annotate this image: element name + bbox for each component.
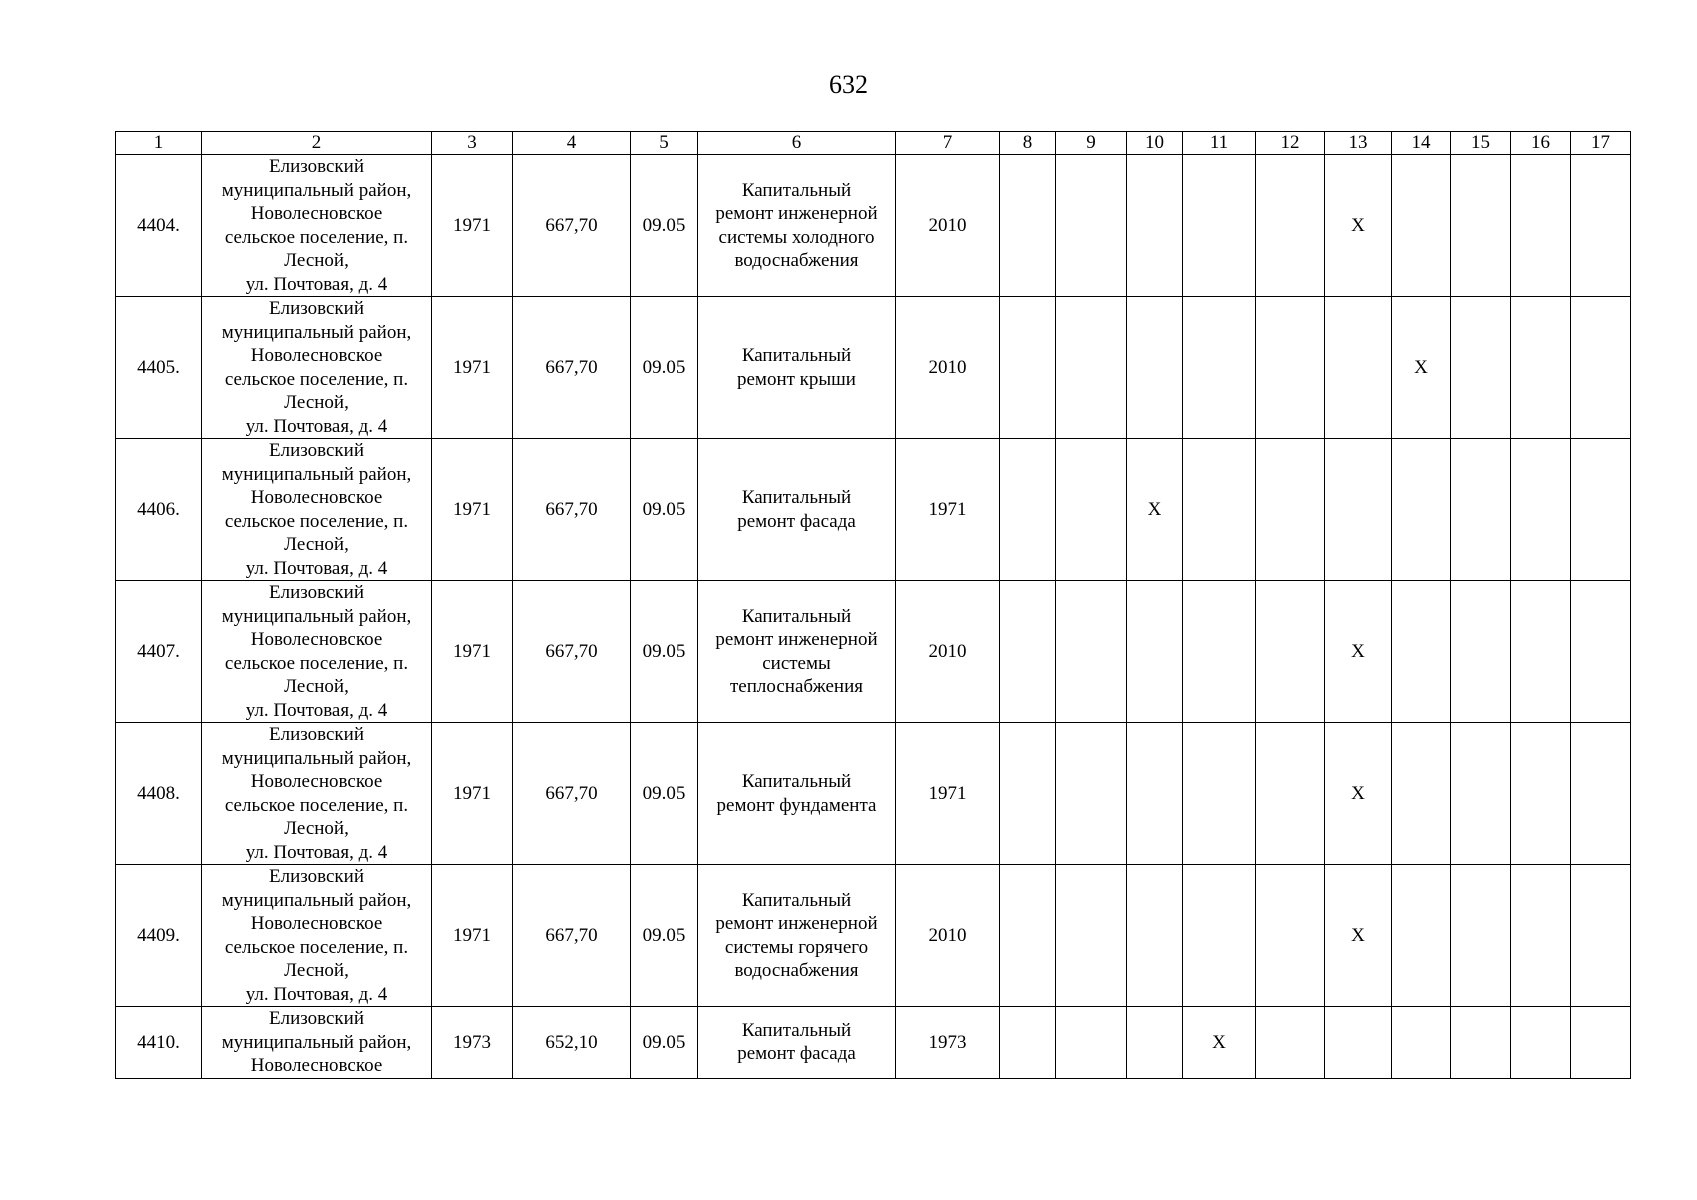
empty-cell [1183, 581, 1256, 723]
address-cell-line: Елизовский [268, 298, 364, 319]
column-header: 7 [896, 132, 1000, 155]
planned-year-cell: 2010 [896, 581, 1000, 723]
address-cell-line: Елизовский [268, 1008, 364, 1029]
work-type-cell-line: системы горячего [724, 936, 869, 958]
column-header: 15 [1451, 132, 1511, 155]
work-type-cell-line: Капитальный [741, 1019, 852, 1041]
address-cell-line: Новолесновское [250, 203, 383, 224]
column-header: 14 [1392, 132, 1451, 155]
work-type-cell-line: ремонт инженерной [715, 913, 878, 934]
work-type-cell-line: Капитальный [741, 487, 852, 508]
mark-cell: X [1325, 581, 1392, 723]
empty-cell [1000, 155, 1056, 297]
address-cell-line: Лесной, [284, 392, 349, 413]
empty-cell [1000, 297, 1056, 439]
table-row [116, 865, 1631, 1007]
empty-cell [1392, 439, 1451, 581]
empty-cell [1451, 1007, 1511, 1079]
work-type-cell-line: ремонт фасада [737, 1043, 856, 1065]
empty-cell [1571, 865, 1631, 1007]
empty-cell [1511, 581, 1571, 723]
year-cell: 1971 [432, 297, 513, 439]
empty-cell [1000, 1007, 1056, 1079]
empty-cell [1127, 155, 1183, 297]
column-header: 5 [631, 132, 698, 155]
empty-cell [1451, 155, 1511, 297]
row-number-cell: 4409. [116, 865, 202, 1007]
empty-cell [1000, 581, 1056, 723]
work-type-cell-line: системы [762, 652, 831, 674]
empty-cell [1127, 723, 1183, 865]
work-type-cell [698, 1007, 896, 1079]
empty-cell [1183, 297, 1256, 439]
empty-cell [1056, 439, 1127, 581]
empty-cell [1451, 439, 1511, 581]
address-cell-line: сельское поселение, п. [224, 794, 409, 816]
empty-cell [1392, 155, 1451, 297]
year-cell: 1971 [432, 865, 513, 1007]
empty-cell [1511, 723, 1571, 865]
empty-cell [1571, 155, 1631, 297]
work-type-cell [698, 723, 896, 865]
address-cell-line: Лесной, [284, 960, 349, 981]
address-cell-line: Елизовский [268, 724, 364, 745]
column-number-row [116, 132, 1631, 155]
work-type-cell-line: Капитальный [741, 889, 852, 911]
mark-cell: X [1127, 439, 1183, 581]
area-cell: 667,70 [513, 723, 631, 865]
address-cell-line: муниципальный район, [221, 605, 412, 627]
address-cell-line: Новолесновское [250, 487, 383, 508]
year-cell: 1971 [432, 723, 513, 865]
address-cell-line: ул. Почтовая, д. 4 [245, 415, 388, 437]
column-header: 10 [1127, 132, 1183, 155]
row-number-cell: 4408. [116, 723, 202, 865]
table-row [116, 1007, 1631, 1079]
table-row [116, 439, 1631, 581]
table-row [116, 155, 1631, 297]
work-type-cell-line: водоснабжения [734, 960, 859, 981]
page-number: 632 [829, 70, 868, 99]
empty-cell [1256, 439, 1325, 581]
address-cell-line: Новолесновское [250, 629, 383, 650]
address-cell [202, 297, 432, 439]
address-cell-line: Лесной, [284, 250, 349, 271]
mark-cell: X [1183, 1007, 1256, 1079]
address-cell [202, 865, 432, 1007]
column-header: 11 [1183, 132, 1256, 155]
address-cell-line: Елизовский [268, 440, 364, 461]
table-row [116, 581, 1631, 723]
area-cell: 667,70 [513, 439, 631, 581]
work-type-cell-line: ремонт фасада [737, 510, 856, 532]
row-number-cell: 4406. [116, 439, 202, 581]
mark-cell: X [1325, 155, 1392, 297]
empty-cell [1127, 581, 1183, 723]
address-cell-line: муниципальный район, [221, 179, 412, 201]
table-row [116, 723, 1631, 865]
empty-cell [1325, 297, 1392, 439]
empty-cell [1511, 155, 1571, 297]
address-cell-line: Новолесновское [250, 771, 383, 792]
year-cell: 1971 [432, 439, 513, 581]
address-cell-line: сельское поселение, п. [224, 652, 409, 674]
work-type-cell [698, 581, 896, 723]
planned-year-cell: 2010 [896, 865, 1000, 1007]
planned-year-cell: 1973 [896, 1007, 1000, 1079]
empty-cell [1451, 865, 1511, 1007]
empty-cell [1511, 439, 1571, 581]
column-header: 12 [1256, 132, 1325, 155]
empty-cell [1256, 155, 1325, 297]
code-cell: 09.05 [631, 865, 698, 1007]
row-number-cell: 4405. [116, 297, 202, 439]
address-cell-line: ул. Почтовая, д. 4 [245, 841, 388, 863]
planned-year-cell: 2010 [896, 297, 1000, 439]
empty-cell [1392, 865, 1451, 1007]
work-type-cell [698, 439, 896, 581]
address-cell-line: сельское поселение, п. [224, 368, 409, 390]
empty-cell [1000, 723, 1056, 865]
empty-cell [1571, 297, 1631, 439]
column-header: 3 [432, 132, 513, 155]
empty-cell [1056, 581, 1127, 723]
table-row [116, 297, 1631, 439]
address-cell-line: Елизовский [268, 156, 364, 177]
work-type-cell-line: ремонт инженерной [715, 203, 878, 224]
address-cell-line: муниципальный район, [221, 1031, 412, 1053]
address-cell-line: Новолесновское [250, 345, 383, 366]
column-header: 4 [513, 132, 631, 155]
work-type-cell [698, 155, 896, 297]
row-number-cell: 4407. [116, 581, 202, 723]
column-header: 6 [698, 132, 896, 155]
work-type-cell-line: Капитальный [741, 179, 852, 201]
address-cell-line: ул. Почтовая, д. 4 [245, 699, 388, 721]
empty-cell [1511, 865, 1571, 1007]
address-cell-line: ул. Почтовая, д. 4 [245, 273, 388, 295]
address-cell-line: ул. Почтовая, д. 4 [245, 557, 388, 579]
work-type-cell-line: теплоснабжения [730, 676, 863, 697]
code-cell: 09.05 [631, 439, 698, 581]
empty-cell [1571, 581, 1631, 723]
empty-cell [1183, 439, 1256, 581]
address-cell [202, 439, 432, 581]
address-cell-line: Новолесновское [250, 1055, 383, 1076]
empty-cell [1451, 723, 1511, 865]
code-cell: 09.05 [631, 581, 698, 723]
planned-year-cell: 1971 [896, 723, 1000, 865]
empty-cell [1392, 581, 1451, 723]
work-type-cell-line: Капитальный [741, 605, 852, 627]
column-header: 9 [1056, 132, 1127, 155]
work-type-cell-line: ремонт инженерной [715, 629, 878, 650]
code-cell: 09.05 [631, 155, 698, 297]
address-cell-line: муниципальный район, [221, 747, 412, 769]
empty-cell [1056, 155, 1127, 297]
mark-cell: X [1325, 865, 1392, 1007]
empty-cell [1571, 723, 1631, 865]
empty-cell [1392, 723, 1451, 865]
empty-cell [1056, 865, 1127, 1007]
empty-cell [1000, 439, 1056, 581]
area-cell: 667,70 [513, 155, 631, 297]
year-cell: 1971 [432, 581, 513, 723]
empty-cell [1325, 1007, 1392, 1079]
address-cell-line: муниципальный район, [221, 463, 412, 485]
address-cell [202, 155, 432, 297]
column-header: 13 [1325, 132, 1392, 155]
empty-cell [1256, 297, 1325, 439]
empty-cell [1127, 1007, 1183, 1079]
address-cell-line: ул. Почтовая, д. 4 [245, 983, 388, 1005]
address-cell-line: Лесной, [284, 818, 349, 839]
empty-cell [1451, 297, 1511, 439]
code-cell: 09.05 [631, 723, 698, 865]
address-cell-line: сельское поселение, п. [224, 936, 409, 958]
empty-cell [1056, 1007, 1127, 1079]
empty-cell [1325, 439, 1392, 581]
empty-cell [1511, 297, 1571, 439]
address-cell-line: Лесной, [284, 534, 349, 555]
mark-cell: X [1325, 723, 1392, 865]
address-cell-line: Елизовский [268, 866, 364, 887]
address-cell-line: Лесной, [284, 676, 349, 697]
empty-cell [1451, 581, 1511, 723]
empty-cell [1392, 1007, 1451, 1079]
work-type-cell-line: ремонт фундамента [716, 794, 877, 816]
planned-year-cell: 2010 [896, 155, 1000, 297]
work-type-cell-line: ремонт крыши [737, 368, 856, 390]
empty-cell [1256, 723, 1325, 865]
mark-cell: X [1392, 297, 1451, 439]
address-cell-line: сельское поселение, п. [224, 510, 409, 532]
empty-cell [1127, 297, 1183, 439]
area-cell: 667,70 [513, 297, 631, 439]
year-cell: 1971 [432, 155, 513, 297]
address-cell-line: Елизовский [268, 582, 364, 603]
empty-cell [1571, 439, 1631, 581]
column-header: 17 [1571, 132, 1631, 155]
code-cell: 09.05 [631, 297, 698, 439]
work-type-cell [698, 297, 896, 439]
address-cell-line: Новолесновское [250, 913, 383, 934]
address-cell [202, 581, 432, 723]
empty-cell [1183, 723, 1256, 865]
column-header: 16 [1511, 132, 1571, 155]
empty-cell [1183, 865, 1256, 1007]
code-cell: 09.05 [631, 1007, 698, 1079]
area-cell: 652,10 [513, 1007, 631, 1079]
year-cell: 1973 [432, 1007, 513, 1079]
empty-cell [1056, 723, 1127, 865]
empty-cell [1000, 865, 1056, 1007]
address-cell-line: муниципальный район, [221, 321, 412, 343]
empty-cell [1571, 1007, 1631, 1079]
work-type-cell-line: Капитальный [741, 771, 852, 792]
empty-cell [1256, 581, 1325, 723]
column-header: 2 [202, 132, 432, 155]
row-number-cell: 4410. [116, 1007, 202, 1079]
address-cell [202, 1007, 432, 1079]
work-type-cell [698, 865, 896, 1007]
column-header: 8 [1000, 132, 1056, 155]
table-body [116, 155, 1631, 1079]
empty-cell [1256, 1007, 1325, 1079]
area-cell: 667,70 [513, 865, 631, 1007]
address-cell [202, 723, 432, 865]
address-cell-line: сельское поселение, п. [224, 226, 409, 248]
planned-year-cell: 1971 [896, 439, 1000, 581]
empty-cell [1511, 1007, 1571, 1079]
row-number-cell: 4404. [116, 155, 202, 297]
work-type-cell-line: водоснабжения [734, 250, 859, 271]
address-cell-line: муниципальный район, [221, 889, 412, 911]
empty-cell [1183, 155, 1256, 297]
column-header: 1 [116, 132, 202, 155]
area-cell: 667,70 [513, 581, 631, 723]
repair-register-table [115, 131, 1631, 1079]
empty-cell [1127, 865, 1183, 1007]
work-type-cell-line: Капитальный [741, 345, 852, 366]
work-type-cell-line: системы холодного [718, 226, 875, 248]
empty-cell [1056, 297, 1127, 439]
empty-cell [1256, 865, 1325, 1007]
